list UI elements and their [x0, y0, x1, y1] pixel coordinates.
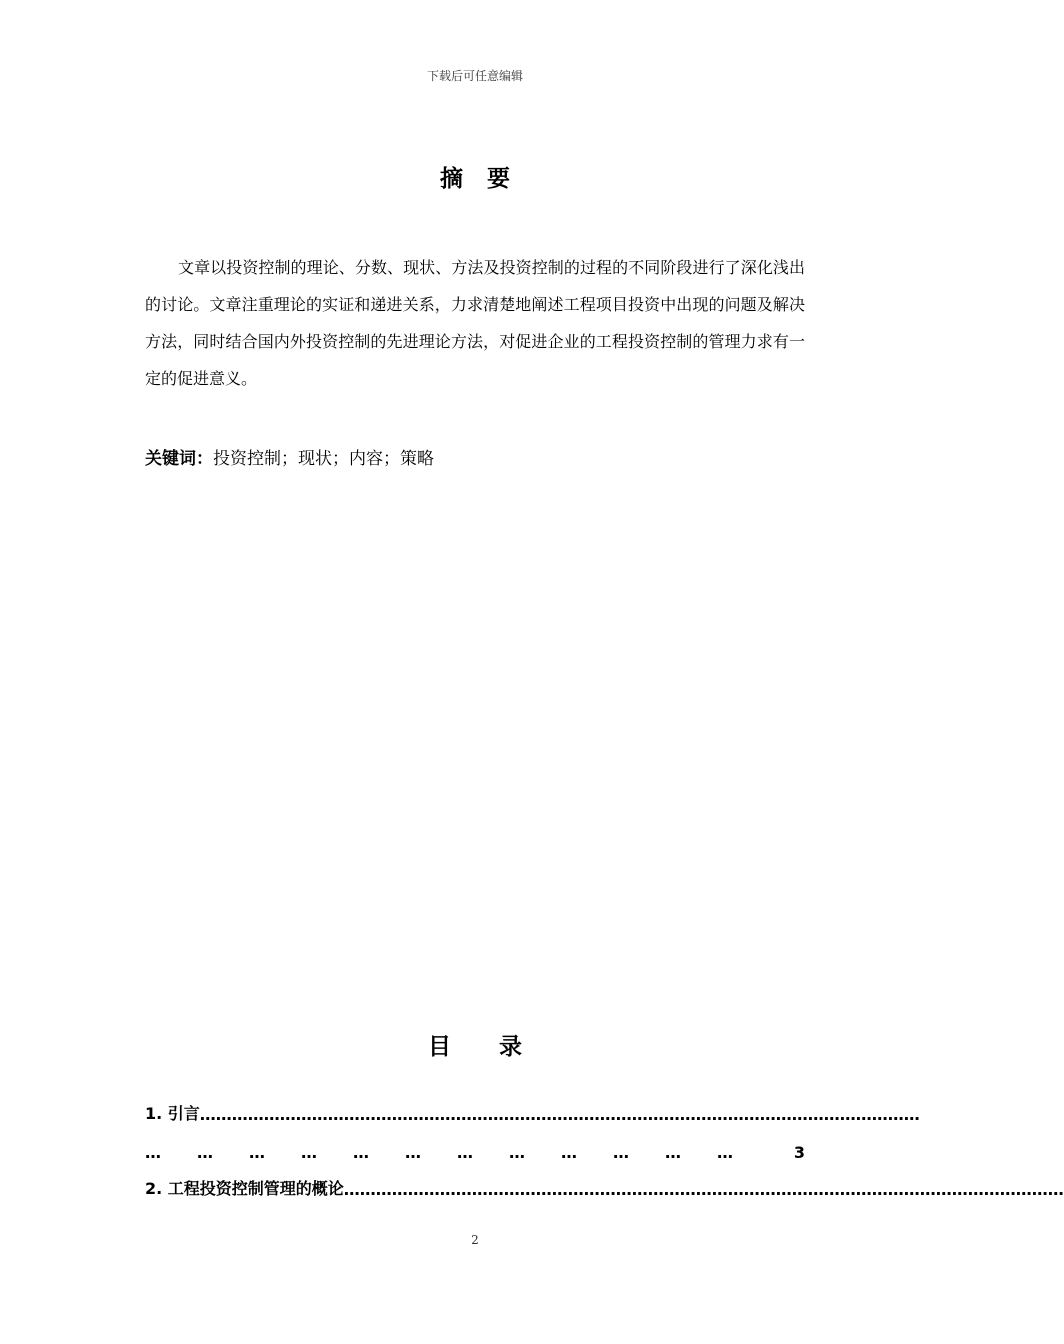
- toc-entry-introduction[interactable]: [145, 1098, 920, 1124]
- abstract-title: 摘要: [440, 166, 534, 192]
- toc-leader-dots: … … … … … … … … … … … …: [145, 1143, 733, 1162]
- keywords-label: 关键词：: [145, 449, 213, 469]
- toc-entry-label: 2. 工程投资控制管理的概论: [145, 1179, 344, 1198]
- toc-entry-introduction-continued: [145, 1136, 805, 1162]
- page-number: 2: [471, 1233, 479, 1247]
- toc-title: 目录: [428, 1034, 570, 1060]
- keywords-line: [145, 444, 805, 474]
- toc-leader-dots: ………………………………………………………………………………………………………………………: [199, 1105, 920, 1124]
- abstract-body: 文章以投资控制的理论、分数、现状、方法及投资控制的过程的不同阶段进行了深化浅出的讨论。文章注重理论的实证和递进关系，力求清楚地阐述工程项目投资中出现的问题及解决方法，同时结合国内外投资控制的先进理论方法，对促进企业的工程投资控制的管理力求有一定的促进意义。: [145, 258, 805, 388]
- keywords-value: 投资控制；现状；内容；策略: [213, 449, 434, 469]
- toc-entry-page-number: 3: [793, 1143, 805, 1162]
- toc-entry-label: 1. 引言: [145, 1104, 200, 1123]
- toc-entry-overview[interactable]: [145, 1173, 1064, 1199]
- toc-leader-dots: ………………………………………………………………………………………………………………………: [343, 1180, 1064, 1199]
- page-header-note: 下载后可任意编辑: [426, 69, 523, 83]
